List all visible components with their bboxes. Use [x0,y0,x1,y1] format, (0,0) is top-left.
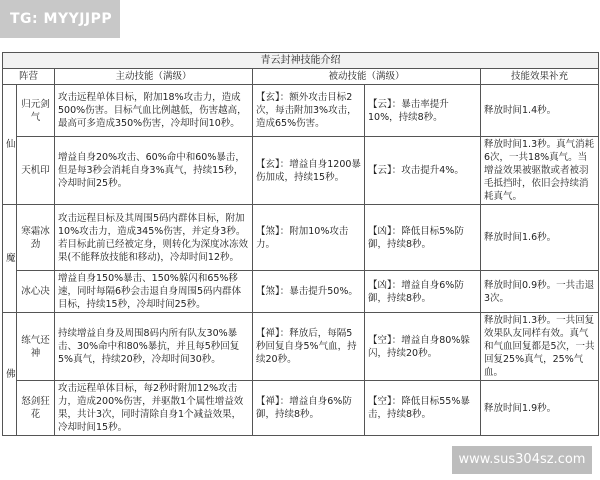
active-skill-text: 持续增益自身及周围8码内所有队友30%暴击、30%命中和80%暴抗，并且每5秒回复5%真气，持续20秒，冷却时间30秒。 [55,313,253,381]
telegram-banner: TG: MYYJJPP [0,0,120,38]
table-title: 青云封神技能介绍 [3,53,599,69]
active-skill-text: 增益自身150%暴击、150%躲闪和65%移速，同时每隔6秒会击退自身周围5码内群体目标，持续15秒，冷却时间25秒。 [55,271,253,313]
table-row [3,137,599,205]
skills-table [2,52,599,436]
passive-skill-2: 【空】：降低目标55%暴击，持续8秒。 [365,381,481,436]
passive-skill-1: 【禅】：释放后，每隔5秒回复自身5%气血，持续20秒。 [253,313,365,381]
effect-note: 释放时间1.9秒。 [481,381,599,436]
table-row [3,313,599,381]
passive-skill-1: 【煞】：附加10%攻击力。 [253,205,365,271]
skill-name: 冰心决 [17,271,55,313]
effect-note: 释放时间1.4秒。 [481,85,599,137]
effect-note: 释放时间1.6秒。 [481,205,599,271]
table-row [3,381,599,436]
passive-skill-1: 【玄】：额外攻击目标2次，每击附加3%攻击，造成65%伤害。 [253,85,365,137]
faction-fo: 佛 [3,313,17,436]
active-skill-text: 攻击远程单体目标，附加18%攻击力，造成500%伤害。目标气血比例越低，伤害越高，最高可多造成350%伤害，冷却时间10秒。 [55,85,253,137]
header-active-skill: 主动技能（满级） [55,69,253,85]
skill-name: 寒霜冰劲 [17,205,55,271]
passive-skill-2: 【云】：暴击率提升10%，持续8秒。 [365,85,481,137]
faction-xian: 仙 [3,85,17,205]
skill-name: 练气还神 [17,313,55,381]
effect-note: 释放时间1.3秒。一共回复效果队友同样有效。真气和气血回复都是5次，一共回复25%真气，25%气血。 [481,313,599,381]
faction-mo: 魔 [3,205,17,313]
table-row [3,271,599,313]
table-row [3,85,599,137]
passive-skill-1: 【玄】：增益自身1200暴伤加成，持续15秒。 [253,137,365,205]
header-effect-note: 技能效果补充 [481,69,599,85]
table-row [3,205,599,271]
effect-note: 释放时间0.9秒。一共击退3次。 [481,271,599,313]
passive-skill-2: 【云】：攻击提升4%。 [365,137,481,205]
skill-name: 天机印 [17,137,55,205]
active-skill-text: 攻击远程单体目标，每2秒时附加12%攻击力，造成200%伤害，并驱散1个属性增益效果，共计3次，同时清除自身1个减益效果，冷却时间15秒。 [55,381,253,436]
passive-skill-2: 【空】：增益自身80%躲闪，持续20秒。 [365,313,481,381]
active-skill-text: 增益自身20%攻击、60%命中和60%暴击，但是每3秒会消耗自身3%真气，持续15秒，冷却时间25秒。 [55,137,253,205]
passive-skill-1: 【煞】：暴击提升50%。 [253,271,365,313]
skill-name: 怒剑狂花 [17,381,55,436]
passive-skill-2: 【凶】：降低目标5%防御，持续8秒。 [365,205,481,271]
site-watermark: www.sus304sz.com [452,446,592,474]
passive-skill-1: 【禅】：增益自身6%防御，持续8秒。 [253,381,365,436]
active-skill-text: 攻击远程目标及其周围5码内群体目标，附加10%攻击力，造成345%伤害，并定身3秒。若目标此前已经被定身，则转化为深度冰冻效果(不能释放技能和移动)，冷却时间12秒。 [55,205,253,271]
skill-name: 归元剑气 [17,85,55,137]
passive-skill-2: 【凶】：增益自身6%防御，持续8秒。 [365,271,481,313]
header-faction: 阵营 [3,69,55,85]
effect-note: 释放时间1.3秒。真气消耗6次，一共18%真气。当增益效果被驱散或者被羽毛抵挡时，依旧会持续消耗真气。 [481,137,599,205]
header-passive-skill: 被动技能（满级） [253,69,481,85]
